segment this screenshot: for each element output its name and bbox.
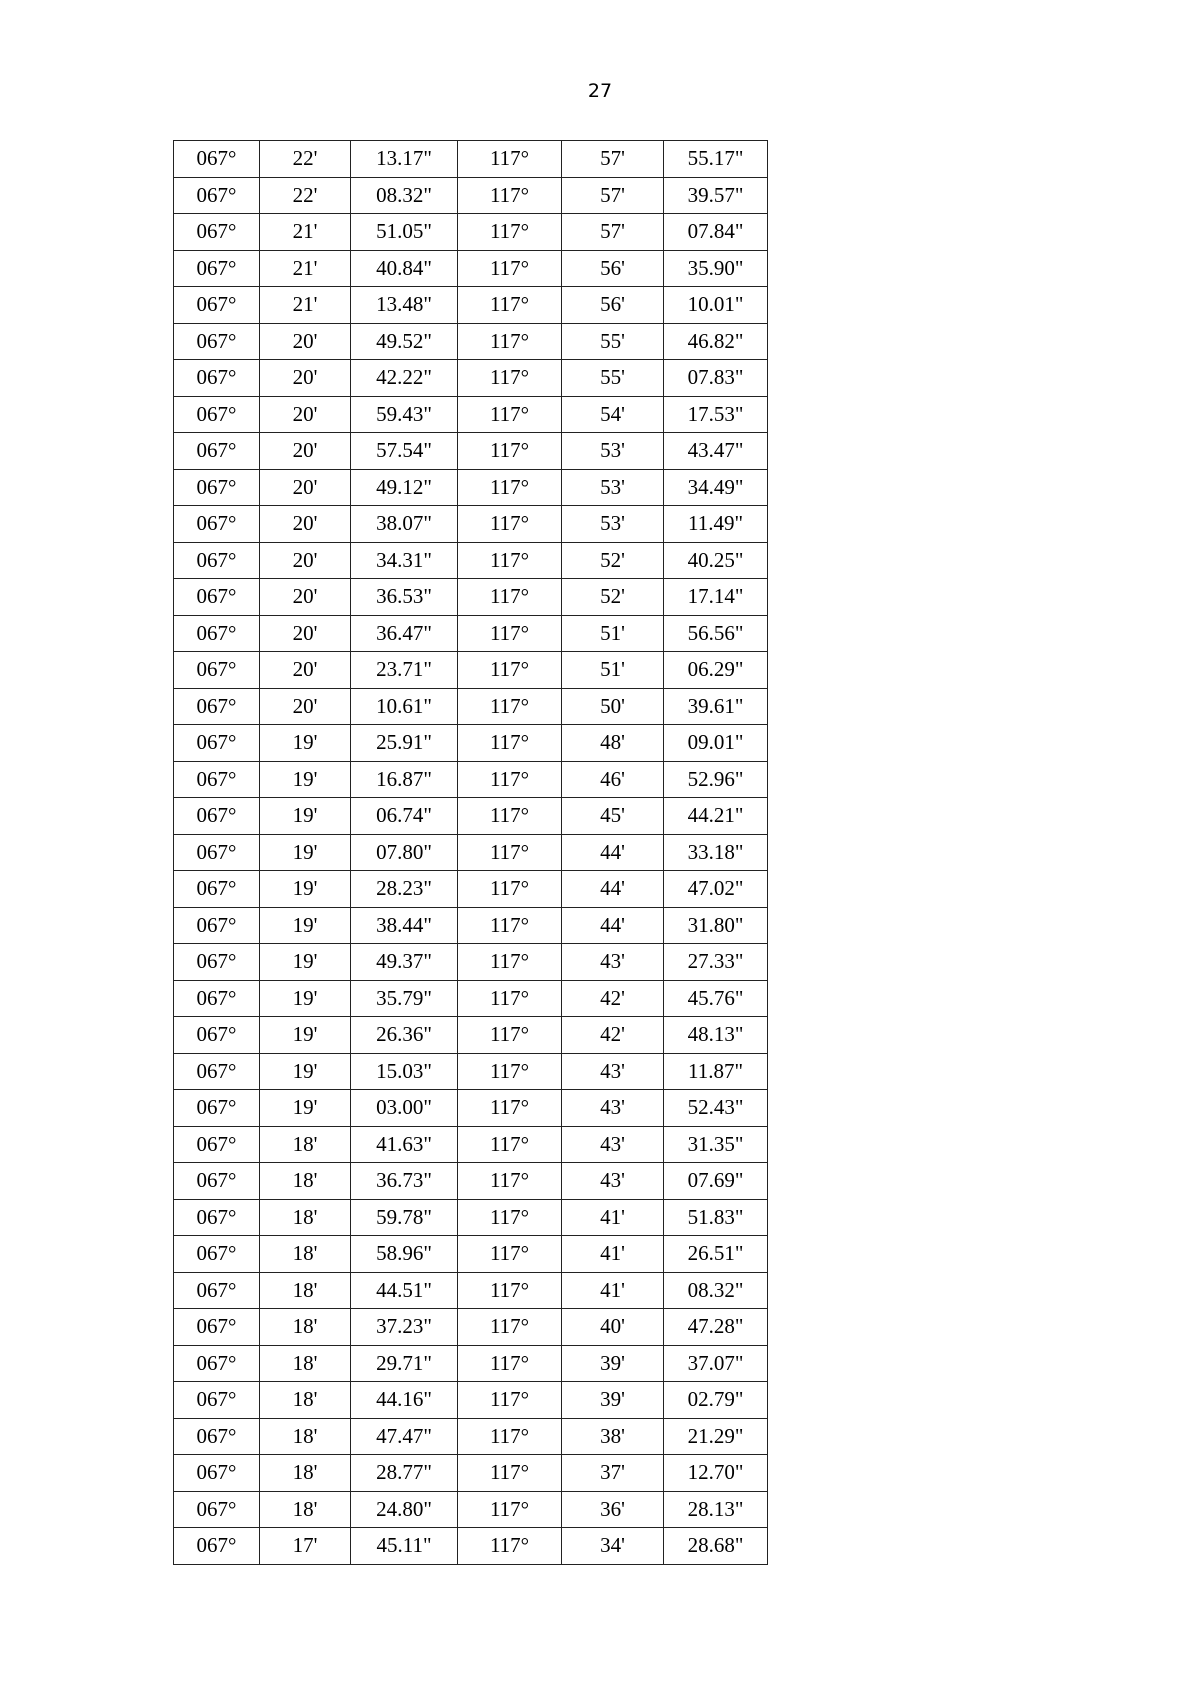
lon-seconds-cell: 52.96" — [664, 761, 768, 798]
table-row — [174, 798, 768, 835]
lat-seconds-cell: 51.05" — [351, 214, 458, 251]
lat-seconds-cell: 23.71" — [351, 652, 458, 689]
lat-minutes-cell: 18' — [260, 1236, 351, 1273]
lon-seconds-cell: 12.70" — [664, 1455, 768, 1492]
table-row — [174, 725, 768, 762]
lon-degrees-cell: 117° — [458, 798, 562, 835]
lat-degrees-cell: 067° — [174, 469, 260, 506]
lon-degrees-cell: 117° — [458, 834, 562, 871]
lon-degrees-cell: 117° — [458, 579, 562, 616]
lon-degrees-cell: 117° — [458, 1236, 562, 1273]
lon-seconds-cell: 11.87" — [664, 1053, 768, 1090]
lat-degrees-cell: 067° — [174, 250, 260, 287]
lat-minutes-cell: 18' — [260, 1163, 351, 1200]
lon-minutes-cell: 55' — [562, 360, 664, 397]
lat-degrees-cell: 067° — [174, 1309, 260, 1346]
table-row — [174, 761, 768, 798]
lon-minutes-cell: 41' — [562, 1236, 664, 1273]
lon-minutes-cell: 42' — [562, 980, 664, 1017]
lat-minutes-cell: 20' — [260, 652, 351, 689]
lat-minutes-cell: 20' — [260, 506, 351, 543]
lon-minutes-cell: 53' — [562, 469, 664, 506]
lon-minutes-cell: 43' — [562, 1126, 664, 1163]
lat-minutes-cell: 18' — [260, 1382, 351, 1419]
table-row — [174, 652, 768, 689]
table-row — [174, 1309, 768, 1346]
lon-degrees-cell: 117° — [458, 1126, 562, 1163]
lat-degrees-cell: 067° — [174, 1236, 260, 1273]
lon-minutes-cell: 36' — [562, 1491, 664, 1528]
lon-degrees-cell: 117° — [458, 1382, 562, 1419]
lon-minutes-cell: 57' — [562, 177, 664, 214]
lon-degrees-cell: 117° — [458, 469, 562, 506]
lon-minutes-cell: 45' — [562, 798, 664, 835]
lat-degrees-cell: 067° — [174, 725, 260, 762]
lon-degrees-cell: 117° — [458, 1345, 562, 1382]
lon-minutes-cell: 43' — [562, 1090, 664, 1127]
lat-seconds-cell: 03.00" — [351, 1090, 458, 1127]
lat-seconds-cell: 36.47" — [351, 615, 458, 652]
lat-minutes-cell: 21' — [260, 214, 351, 251]
lon-degrees-cell: 117° — [458, 615, 562, 652]
table-row — [174, 579, 768, 616]
lat-degrees-cell: 067° — [174, 1017, 260, 1054]
lon-degrees-cell: 117° — [458, 1163, 562, 1200]
lon-degrees-cell: 117° — [458, 944, 562, 981]
lon-minutes-cell: 39' — [562, 1382, 664, 1419]
lat-minutes-cell: 18' — [260, 1272, 351, 1309]
table-row — [174, 214, 768, 251]
lat-minutes-cell: 22' — [260, 177, 351, 214]
lon-seconds-cell: 21.29" — [664, 1418, 768, 1455]
lat-seconds-cell: 07.80" — [351, 834, 458, 871]
lon-degrees-cell: 117° — [458, 980, 562, 1017]
lat-minutes-cell: 20' — [260, 542, 351, 579]
lat-minutes-cell: 19' — [260, 834, 351, 871]
lon-degrees-cell: 117° — [458, 1528, 562, 1565]
lon-degrees-cell: 117° — [458, 323, 562, 360]
table-row — [174, 287, 768, 324]
lat-degrees-cell: 067° — [174, 542, 260, 579]
table-row — [174, 1528, 768, 1565]
lon-seconds-cell: 09.01" — [664, 725, 768, 762]
lat-seconds-cell: 57.54" — [351, 433, 458, 470]
lat-degrees-cell: 067° — [174, 798, 260, 835]
lon-seconds-cell: 11.49" — [664, 506, 768, 543]
lat-seconds-cell: 28.77" — [351, 1455, 458, 1492]
table-row — [174, 469, 768, 506]
lat-seconds-cell: 13.17" — [351, 141, 458, 178]
lon-seconds-cell: 47.28" — [664, 1309, 768, 1346]
lat-degrees-cell: 067° — [174, 1053, 260, 1090]
lon-seconds-cell: 33.18" — [664, 834, 768, 871]
lat-seconds-cell: 38.07" — [351, 506, 458, 543]
lon-seconds-cell: 31.35" — [664, 1126, 768, 1163]
lon-degrees-cell: 117° — [458, 1455, 562, 1492]
lon-degrees-cell: 117° — [458, 907, 562, 944]
lon-minutes-cell: 56' — [562, 287, 664, 324]
lat-seconds-cell: 41.63" — [351, 1126, 458, 1163]
lon-minutes-cell: 43' — [562, 1053, 664, 1090]
lon-degrees-cell: 117° — [458, 1309, 562, 1346]
lon-seconds-cell: 52.43" — [664, 1090, 768, 1127]
lat-degrees-cell: 067° — [174, 214, 260, 251]
lon-minutes-cell: 56' — [562, 250, 664, 287]
lat-degrees-cell: 067° — [174, 579, 260, 616]
lon-degrees-cell: 117° — [458, 506, 562, 543]
lat-minutes-cell: 18' — [260, 1491, 351, 1528]
lat-minutes-cell: 18' — [260, 1455, 351, 1492]
lon-degrees-cell: 117° — [458, 871, 562, 908]
table-row — [174, 1491, 768, 1528]
lat-degrees-cell: 067° — [174, 177, 260, 214]
lat-degrees-cell: 067° — [174, 1418, 260, 1455]
lon-minutes-cell: 38' — [562, 1418, 664, 1455]
lat-minutes-cell: 19' — [260, 761, 351, 798]
lat-seconds-cell: 35.79" — [351, 980, 458, 1017]
coordinates-table — [173, 140, 768, 1565]
lon-seconds-cell: 48.13" — [664, 1017, 768, 1054]
lat-seconds-cell: 15.03" — [351, 1053, 458, 1090]
lat-seconds-cell: 49.12" — [351, 469, 458, 506]
lon-degrees-cell: 117° — [458, 177, 562, 214]
lon-degrees-cell: 117° — [458, 652, 562, 689]
lat-degrees-cell: 067° — [174, 980, 260, 1017]
lat-degrees-cell: 067° — [174, 1345, 260, 1382]
lat-minutes-cell: 17' — [260, 1528, 351, 1565]
table-row — [174, 1345, 768, 1382]
lat-minutes-cell: 19' — [260, 1053, 351, 1090]
lon-minutes-cell: 41' — [562, 1272, 664, 1309]
lat-seconds-cell: 28.23" — [351, 871, 458, 908]
lat-minutes-cell: 20' — [260, 469, 351, 506]
lon-minutes-cell: 55' — [562, 323, 664, 360]
lat-degrees-cell: 067° — [174, 360, 260, 397]
lat-seconds-cell: 59.43" — [351, 396, 458, 433]
lat-degrees-cell: 067° — [174, 652, 260, 689]
table-row — [174, 1455, 768, 1492]
lon-degrees-cell: 117° — [458, 725, 562, 762]
lon-degrees-cell: 117° — [458, 688, 562, 725]
lon-degrees-cell: 117° — [458, 250, 562, 287]
table-row — [174, 433, 768, 470]
table-row — [174, 1017, 768, 1054]
lon-minutes-cell: 53' — [562, 433, 664, 470]
lon-seconds-cell: 17.14" — [664, 579, 768, 616]
lat-seconds-cell: 29.71" — [351, 1345, 458, 1382]
lon-minutes-cell: 34' — [562, 1528, 664, 1565]
coordinates-table-body — [174, 141, 768, 1565]
lon-minutes-cell: 39' — [562, 1345, 664, 1382]
lat-seconds-cell: 44.51" — [351, 1272, 458, 1309]
lat-seconds-cell: 42.22" — [351, 360, 458, 397]
lat-degrees-cell: 067° — [174, 944, 260, 981]
lat-degrees-cell: 067° — [174, 1528, 260, 1565]
lon-minutes-cell: 44' — [562, 871, 664, 908]
lat-minutes-cell: 18' — [260, 1199, 351, 1236]
lon-seconds-cell: 28.68" — [664, 1528, 768, 1565]
lat-degrees-cell: 067° — [174, 1272, 260, 1309]
lat-degrees-cell: 067° — [174, 615, 260, 652]
table-row — [174, 360, 768, 397]
lat-seconds-cell: 40.84" — [351, 250, 458, 287]
lon-minutes-cell: 40' — [562, 1309, 664, 1346]
table-row — [174, 1418, 768, 1455]
lat-seconds-cell: 36.53" — [351, 579, 458, 616]
lat-seconds-cell: 38.44" — [351, 907, 458, 944]
table-row — [174, 944, 768, 981]
lon-seconds-cell: 44.21" — [664, 798, 768, 835]
lon-degrees-cell: 117° — [458, 1090, 562, 1127]
lat-minutes-cell: 19' — [260, 871, 351, 908]
lat-degrees-cell: 067° — [174, 1455, 260, 1492]
lon-minutes-cell: 37' — [562, 1455, 664, 1492]
lat-minutes-cell: 20' — [260, 433, 351, 470]
lon-degrees-cell: 117° — [458, 214, 562, 251]
table-row — [174, 177, 768, 214]
lon-degrees-cell: 117° — [458, 433, 562, 470]
lon-seconds-cell: 08.32" — [664, 1272, 768, 1309]
lat-degrees-cell: 067° — [174, 1491, 260, 1528]
lon-seconds-cell: 35.90" — [664, 250, 768, 287]
lat-seconds-cell: 13.48" — [351, 287, 458, 324]
lat-seconds-cell: 49.52" — [351, 323, 458, 360]
lat-minutes-cell: 18' — [260, 1345, 351, 1382]
lon-seconds-cell: 07.69" — [664, 1163, 768, 1200]
lat-seconds-cell: 06.74" — [351, 798, 458, 835]
lat-degrees-cell: 067° — [174, 834, 260, 871]
lon-seconds-cell: 47.02" — [664, 871, 768, 908]
lat-minutes-cell: 20' — [260, 615, 351, 652]
lat-minutes-cell: 19' — [260, 798, 351, 835]
table-row — [174, 615, 768, 652]
table-row — [174, 542, 768, 579]
lat-minutes-cell: 19' — [260, 725, 351, 762]
lat-minutes-cell: 21' — [260, 287, 351, 324]
lon-minutes-cell: 54' — [562, 396, 664, 433]
lon-minutes-cell: 52' — [562, 579, 664, 616]
lon-degrees-cell: 117° — [458, 761, 562, 798]
lon-minutes-cell: 44' — [562, 834, 664, 871]
lon-minutes-cell: 53' — [562, 506, 664, 543]
table-row — [174, 1126, 768, 1163]
lat-minutes-cell: 18' — [260, 1418, 351, 1455]
lat-minutes-cell: 20' — [260, 579, 351, 616]
lon-degrees-cell: 117° — [458, 1418, 562, 1455]
lat-degrees-cell: 067° — [174, 761, 260, 798]
lat-minutes-cell: 20' — [260, 688, 351, 725]
lon-seconds-cell: 27.33" — [664, 944, 768, 981]
table-row — [174, 506, 768, 543]
table-row — [174, 1163, 768, 1200]
lon-seconds-cell: 34.49" — [664, 469, 768, 506]
page-number: 27 — [587, 80, 613, 102]
lat-degrees-cell: 067° — [174, 141, 260, 178]
lat-degrees-cell: 067° — [174, 1090, 260, 1127]
lat-seconds-cell: 45.11" — [351, 1528, 458, 1565]
lat-seconds-cell: 26.36" — [351, 1017, 458, 1054]
lon-degrees-cell: 117° — [458, 1491, 562, 1528]
lon-degrees-cell: 117° — [458, 1199, 562, 1236]
lat-seconds-cell: 37.23" — [351, 1309, 458, 1346]
lon-seconds-cell: 17.53" — [664, 396, 768, 433]
lon-minutes-cell: 42' — [562, 1017, 664, 1054]
lat-degrees-cell: 067° — [174, 907, 260, 944]
table-row — [174, 834, 768, 871]
lat-minutes-cell: 21' — [260, 250, 351, 287]
lat-seconds-cell: 36.73" — [351, 1163, 458, 1200]
table-row — [174, 323, 768, 360]
lat-degrees-cell: 067° — [174, 323, 260, 360]
lon-seconds-cell: 07.84" — [664, 214, 768, 251]
lat-seconds-cell: 25.91" — [351, 725, 458, 762]
table-row — [174, 250, 768, 287]
lon-degrees-cell: 117° — [458, 141, 562, 178]
lon-degrees-cell: 117° — [458, 1017, 562, 1054]
lat-seconds-cell: 16.87" — [351, 761, 458, 798]
lat-degrees-cell: 067° — [174, 506, 260, 543]
lat-minutes-cell: 20' — [260, 360, 351, 397]
lat-seconds-cell: 58.96" — [351, 1236, 458, 1273]
lat-degrees-cell: 067° — [174, 433, 260, 470]
lon-minutes-cell: 50' — [562, 688, 664, 725]
lon-seconds-cell: 10.01" — [664, 287, 768, 324]
lat-minutes-cell: 18' — [260, 1126, 351, 1163]
lat-degrees-cell: 067° — [174, 1199, 260, 1236]
lat-seconds-cell: 59.78" — [351, 1199, 458, 1236]
lat-seconds-cell: 49.37" — [351, 944, 458, 981]
lon-minutes-cell: 51' — [562, 615, 664, 652]
lon-seconds-cell: 39.61" — [664, 688, 768, 725]
lat-minutes-cell: 22' — [260, 141, 351, 178]
lon-seconds-cell: 45.76" — [664, 980, 768, 1017]
lon-seconds-cell: 39.57" — [664, 177, 768, 214]
lon-minutes-cell: 51' — [562, 652, 664, 689]
lat-minutes-cell: 19' — [260, 1017, 351, 1054]
lat-minutes-cell: 19' — [260, 980, 351, 1017]
table-row — [174, 396, 768, 433]
lon-seconds-cell: 28.13" — [664, 1491, 768, 1528]
table-row — [174, 1382, 768, 1419]
lat-degrees-cell: 067° — [174, 688, 260, 725]
lon-minutes-cell: 48' — [562, 725, 664, 762]
lon-seconds-cell: 07.83" — [664, 360, 768, 397]
table-row — [174, 1090, 768, 1127]
lat-degrees-cell: 067° — [174, 1163, 260, 1200]
table-row — [174, 1236, 768, 1273]
lat-seconds-cell: 47.47" — [351, 1418, 458, 1455]
lat-minutes-cell: 19' — [260, 944, 351, 981]
table-row — [174, 1053, 768, 1090]
lon-seconds-cell: 55.17" — [664, 141, 768, 178]
lon-seconds-cell: 51.83" — [664, 1199, 768, 1236]
table-row — [174, 907, 768, 944]
lat-degrees-cell: 067° — [174, 396, 260, 433]
lat-degrees-cell: 067° — [174, 1126, 260, 1163]
lat-seconds-cell: 08.32" — [351, 177, 458, 214]
lat-minutes-cell: 20' — [260, 396, 351, 433]
lon-seconds-cell: 02.79" — [664, 1382, 768, 1419]
lon-degrees-cell: 117° — [458, 542, 562, 579]
lon-minutes-cell: 57' — [562, 214, 664, 251]
lon-minutes-cell: 46' — [562, 761, 664, 798]
lat-seconds-cell: 34.31" — [351, 542, 458, 579]
table-row — [174, 1272, 768, 1309]
lon-seconds-cell: 31.80" — [664, 907, 768, 944]
lon-minutes-cell: 43' — [562, 1163, 664, 1200]
lon-degrees-cell: 117° — [458, 1053, 562, 1090]
lon-minutes-cell: 52' — [562, 542, 664, 579]
lon-seconds-cell: 56.56" — [664, 615, 768, 652]
lon-degrees-cell: 117° — [458, 1272, 562, 1309]
lon-seconds-cell: 37.07" — [664, 1345, 768, 1382]
lat-minutes-cell: 19' — [260, 1090, 351, 1127]
lat-minutes-cell: 20' — [260, 323, 351, 360]
lon-minutes-cell: 43' — [562, 944, 664, 981]
lat-minutes-cell: 18' — [260, 1309, 351, 1346]
lat-degrees-cell: 067° — [174, 871, 260, 908]
lon-seconds-cell: 26.51" — [664, 1236, 768, 1273]
lon-seconds-cell: 46.82" — [664, 323, 768, 360]
lat-degrees-cell: 067° — [174, 287, 260, 324]
lon-seconds-cell: 40.25" — [664, 542, 768, 579]
table-row — [174, 871, 768, 908]
lon-minutes-cell: 44' — [562, 907, 664, 944]
lat-seconds-cell: 44.16" — [351, 1382, 458, 1419]
lon-seconds-cell: 43.47" — [664, 433, 768, 470]
lon-degrees-cell: 117° — [458, 287, 562, 324]
lon-degrees-cell: 117° — [458, 360, 562, 397]
table-row — [174, 980, 768, 1017]
table-row — [174, 688, 768, 725]
lat-seconds-cell: 10.61" — [351, 688, 458, 725]
lon-minutes-cell: 57' — [562, 141, 664, 178]
table-row — [174, 141, 768, 178]
lon-seconds-cell: 06.29" — [664, 652, 768, 689]
lat-degrees-cell: 067° — [174, 1382, 260, 1419]
lat-minutes-cell: 19' — [260, 907, 351, 944]
table-row — [174, 1199, 768, 1236]
lon-minutes-cell: 41' — [562, 1199, 664, 1236]
lat-seconds-cell: 24.80" — [351, 1491, 458, 1528]
lon-degrees-cell: 117° — [458, 396, 562, 433]
